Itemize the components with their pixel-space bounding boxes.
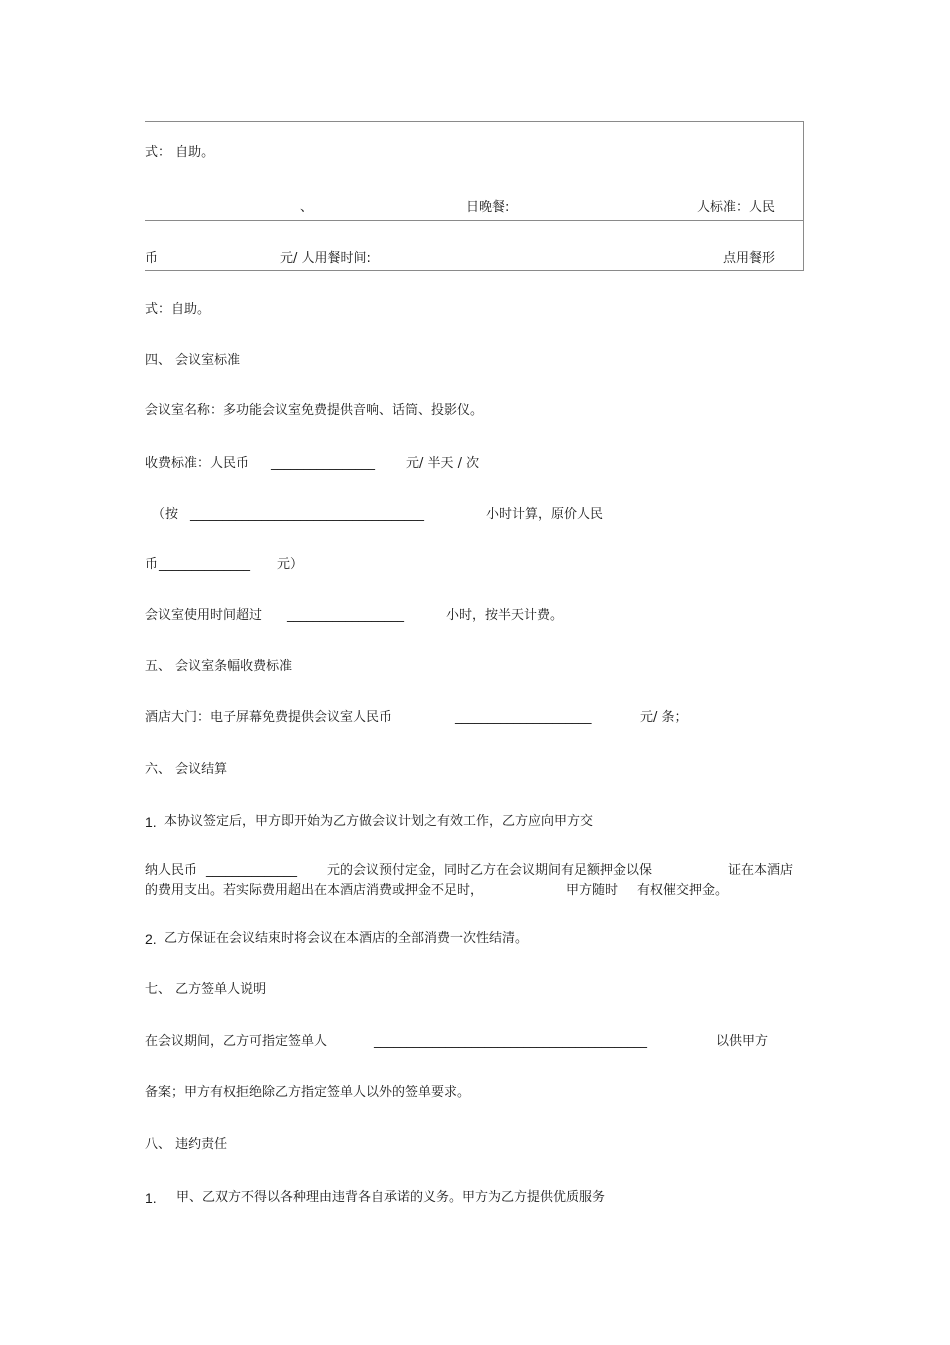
section6-p1-line2a: 纳人民币 [145, 863, 198, 878]
gate-unit: 元/ 条； [640, 710, 688, 725]
table-row2-dinner: 日晚餐: [466, 200, 510, 215]
section6-p1-number: 1. [145, 814, 157, 830]
section6-p1-line3c: 有权催交押金。 [637, 883, 729, 898]
section5-heading: 五、 会议室条幅收费标准 [145, 659, 293, 674]
section6-p1-line2b: 元的会议预付定金，同时乙方在会议期间有足额押金以保 [327, 863, 653, 878]
section6-p1-line3a: 的费用支出。若实际费用超出在本酒店消费或押金不足时， [145, 883, 484, 898]
gate-blank: _____________________ [455, 710, 592, 725]
section6-heading: 六、 会议结算 [145, 762, 228, 777]
section8-p1-text: 甲、乙双方不得以各种理由违背各自承诺的义务。甲方为乙方提供优质服务 [176, 1190, 606, 1205]
by-blank: ____________________________________ [190, 507, 424, 522]
section7-line1b: 以供甲方 [716, 1034, 769, 1049]
gate-label: 酒店大门：电子屏幕免费提供会议室人民币 [145, 710, 393, 725]
section8-heading: 八、 违约责任 [145, 1137, 228, 1152]
section6-p1-line3b: 甲方随时 [566, 883, 619, 898]
table-row1-text: 式： 自助。 [145, 145, 215, 160]
table-row3-unit: 元/ 人用餐时间: [280, 251, 371, 266]
fee-blank: ________________ [271, 456, 375, 471]
fee-label: 收费标准：人民币 [145, 456, 250, 471]
table-row3-tail: 点用餐形 [723, 251, 776, 266]
by-label: （按 [152, 507, 179, 522]
table-right-border [803, 121, 804, 271]
orig-tail: 元） [277, 557, 304, 572]
table-top-border [145, 121, 804, 122]
meal-form: 式：自助。 [145, 302, 211, 317]
section6-p1-line1: 本协议签定后，甲方即开始为乙方做会议计划之有效工作，乙方应向甲方交 [164, 814, 594, 829]
over-tail: 小时，按半天计费。 [446, 608, 564, 623]
section6-p2-number: 2. [145, 931, 157, 947]
section4-heading: 四、 会议室标准 [145, 353, 241, 368]
orig-label: 币 [145, 557, 159, 572]
table-bottom-border [145, 270, 804, 271]
section7-line1a: 在会议期间，乙方可指定签单人 [145, 1034, 328, 1049]
table-row2-sep: 、 [300, 200, 314, 215]
table-row2-standard: 人标准：人民 [697, 200, 776, 215]
section7-line1-blank: __________________________________________ [374, 1034, 647, 1049]
by-tail: 小时计算，原价人民 [486, 507, 604, 522]
orig-blank: ______________ [159, 557, 250, 572]
section6-p1-line2c: 证在本酒店 [728, 863, 794, 878]
section6-p2-text: 乙方保证在会议结束时将会议在本酒店的全部消费一次性结清。 [164, 931, 529, 946]
over-label: 会议室使用时间超过 [145, 608, 263, 623]
section7-heading: 七、 乙方签单人说明 [145, 982, 267, 997]
table-row-divider [145, 220, 804, 221]
over-blank: __________________ [287, 608, 404, 623]
section8-p1-number: 1. [145, 1190, 157, 1206]
fee-unit: 元/ 半天 / 次 [406, 456, 480, 471]
section7-line2: 备案；甲方有权拒绝除乙方指定签单人以外的签单要求。 [145, 1085, 471, 1100]
room-name: 会议室名称：多功能会议室免费提供音响、话筒、投影仪。 [145, 403, 484, 418]
section6-p1-line2-blank: ______________ [206, 863, 297, 878]
table-row3-currency: 币 [145, 251, 159, 266]
